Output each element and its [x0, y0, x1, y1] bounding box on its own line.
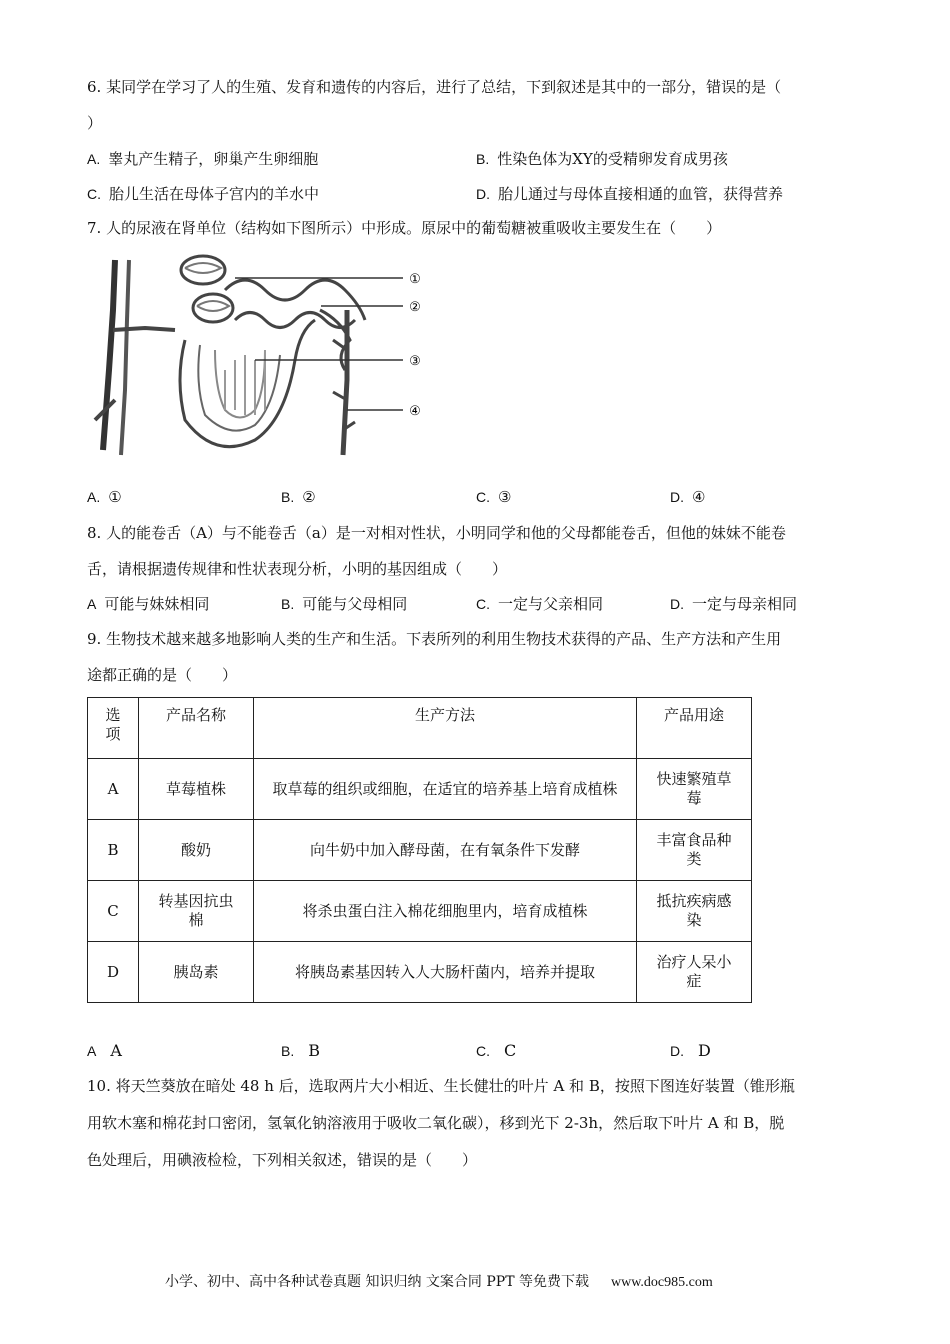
page-footer: [165, 1271, 713, 1291]
q8-option-a[interactable]: [87, 594, 209, 614]
option-label: C.: [476, 489, 490, 505]
option-text: 性染色体为XY的受精卵发育成男孩: [497, 150, 728, 168]
table-row: [88, 942, 752, 1003]
table-cell: 酸奶: [139, 820, 254, 881]
q6-option-b[interactable]: [476, 149, 728, 169]
option-text: 胎儿生活在母体子宫内的羊水中: [109, 185, 320, 203]
option-text: 胎儿通过与母体直接相通的血管，获得营养: [498, 185, 784, 203]
q9-option-b[interactable]: [281, 1041, 320, 1061]
q9-stem-line1: 9. 生物技术越来越多地影响人类的生产和生活。下表所列的利用生物技术获得的产品、生产方法和产生用: [87, 630, 782, 648]
option-label: D.: [670, 596, 684, 612]
table-cell: 抵抗疾病感染: [637, 881, 752, 942]
option-label: D.: [476, 186, 490, 202]
footer-url[interactable]: www.doc985.com: [610, 1275, 713, 1290]
q8-stem-line2: 舌，请根据遗传规律和性状表现分析，小明的基因组成（ ）: [87, 560, 508, 578]
table-cell: 转基因抗虫棉: [139, 881, 254, 942]
option-text: 一定与母亲相同: [692, 595, 798, 613]
q8-stem-line1: 8. 人的能卷舌（A）与不能卷舌（a）是一对相对性状，小明同学和他的父母都能卷舌，但他的妹妹不能卷: [87, 524, 786, 542]
diagram-label-3: ③: [409, 354, 421, 369]
footer-text: 小学、初中、高中各种试卷真题 知识归纳 文案合同 PPT 等免费下载: [165, 1274, 589, 1290]
table-header: 产品用途: [637, 698, 752, 759]
table-row: [88, 881, 752, 942]
table-header: 生产方法: [254, 698, 637, 759]
table-cell: 向牛奶中加入酵母菌，在有氧条件下发酵: [254, 820, 637, 881]
option-label: A: [87, 1043, 97, 1059]
option-text: ②: [302, 488, 316, 506]
option-text: D: [698, 1041, 711, 1060]
q7-option-c[interactable]: [476, 487, 511, 507]
q9-option-d[interactable]: [670, 1041, 711, 1061]
q9-option-a[interactable]: [87, 1041, 122, 1061]
table-cell: 草莓植株: [139, 759, 254, 820]
biotech-table: [87, 697, 752, 1003]
option-label: A: [87, 596, 97, 612]
q9-option-c[interactable]: [476, 1041, 516, 1061]
table-row: [88, 759, 752, 820]
table-cell: D: [88, 942, 139, 1003]
q7-option-a[interactable]: [87, 487, 122, 507]
option-text: ③: [498, 488, 512, 506]
q10-stem-line3: 色处理后，用碘液检检，下列相关叙述，错误的是（ ）: [87, 1151, 478, 1169]
diagram-label-2: ②: [409, 300, 421, 315]
diagram-label-1: ①: [409, 272, 421, 287]
q7-option-d[interactable]: [670, 487, 705, 507]
table-header: 选项: [88, 698, 139, 759]
option-text: 睾丸产生精子，卵巢产生卵细胞: [108, 150, 319, 168]
table-cell: C: [88, 881, 139, 942]
option-label: C.: [87, 186, 101, 202]
q8-option-d[interactable]: [670, 594, 797, 614]
q6-option-c[interactable]: [87, 184, 319, 204]
diagram-label-4: ④: [409, 404, 421, 419]
q10-stem-line1: 10. 将天竺葵放在暗处 48 h 后，选取两片大小相近、生长健壮的叶片 A 和 B，按照下图连好装置（锥形瓶: [87, 1077, 795, 1095]
table-cell: 将杀虫蛋白注入棉花细胞里内，培育成植株: [254, 881, 637, 942]
option-label: A.: [87, 151, 101, 167]
option-text: C: [504, 1041, 517, 1060]
option-label: D.: [670, 1043, 684, 1059]
q6-option-a[interactable]: [87, 149, 318, 169]
option-text: 一定与父亲相同: [498, 595, 604, 613]
option-text: 可能与妹妹相同: [104, 595, 210, 613]
q10-stem-line2: 用软木塞和棉花封口密闭，氢氧化钠溶液用于吸收二氧化碳），移到光下 2-3h，然后取下叶片 A 和 B，脱: [87, 1114, 785, 1132]
option-label: C.: [476, 596, 490, 612]
table-cell: 丰富食品种类: [637, 820, 752, 881]
q7-stem: 7. 人的尿液在肾单位（结构如下图所示）中形成。原尿中的葡萄糖被重吸收主要发生在（ ）: [87, 219, 722, 237]
q8-option-b[interactable]: [281, 594, 407, 614]
option-text: ④: [692, 488, 706, 506]
nephron-diagram: [85, 250, 445, 460]
table-cell: A: [88, 759, 139, 820]
q6-option-d[interactable]: [476, 184, 783, 204]
option-text: 可能与父母相同: [302, 595, 408, 613]
option-text: ①: [108, 488, 122, 506]
option-label: B.: [281, 1043, 295, 1059]
table-cell: B: [88, 820, 139, 881]
table-cell: 将胰岛素基因转入人大肠杆菌内，培养并提取: [254, 942, 637, 1003]
q6-stem-line1: 6. 某同学在学习了人的生殖、发育和遗传的内容后，进行了总结，下到叙述是其中的一部分，错误的是（: [87, 78, 782, 96]
q6-stem-line2: ）: [87, 114, 103, 132]
option-label: C.: [476, 1043, 490, 1059]
option-text: A: [110, 1041, 122, 1060]
option-label: B.: [476, 151, 490, 167]
q8-option-c[interactable]: [476, 594, 603, 614]
q9-stem-line2: 途都正确的是（ ）: [87, 666, 238, 684]
option-label: D.: [670, 489, 684, 505]
option-label: B.: [281, 489, 295, 505]
table-cell: 治疗人呆小症: [637, 942, 752, 1003]
table-row: [88, 820, 752, 881]
option-label: B.: [281, 596, 295, 612]
option-label: A.: [87, 489, 101, 505]
table-cell: 胰岛素: [139, 942, 254, 1003]
table-header-row: [88, 698, 752, 759]
option-text: B: [308, 1041, 320, 1060]
q7-option-b[interactable]: [281, 487, 316, 507]
table-cell: 快速繁殖草莓: [637, 759, 752, 820]
table-cell: 取草莓的组织或细胞，在适宜的培养基上培育成植株: [254, 759, 637, 820]
table-header: 产品名称: [139, 698, 254, 759]
